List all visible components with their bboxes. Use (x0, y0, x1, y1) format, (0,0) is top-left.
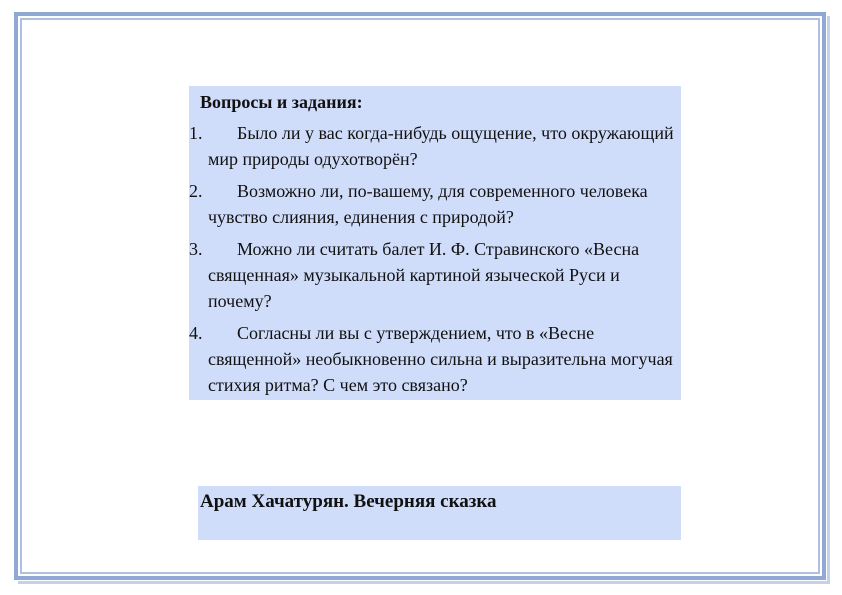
question-item-4 (189, 320, 681, 398)
question-number: 4. (189, 323, 203, 343)
question-text: Можно ли считать балет И. Ф. Стравинского «Весна священная» музыкальной картиной языческой Руси и почему? (208, 239, 640, 311)
questions-box (189, 86, 681, 400)
question-number: 3. (189, 239, 203, 259)
question-text: Возможно ли, по-вашему, для современного человека чувство слияния, единения с природой? (208, 181, 648, 227)
question-text: Согласны ли вы с утверждением, что в «Весне священной» необыкновенно сильна и выразительна могучая стихия ритма? С чем это связано? (208, 323, 673, 395)
questions-heading: Вопросы и задания: (200, 92, 363, 112)
question-item-3 (189, 236, 681, 314)
question-number: 1. (189, 123, 203, 143)
question-item-1 (189, 120, 681, 172)
question-number: 2. (189, 181, 203, 201)
footer-title: Арам Хачатурян. Вечерняя сказка (200, 491, 497, 512)
question-item-2 (189, 178, 681, 230)
questions-list (189, 120, 681, 404)
question-text: Было ли у вас когда-нибудь ощущение, что окружающий мир природы одухотворён? (208, 123, 674, 169)
footer-title-box (198, 486, 681, 540)
